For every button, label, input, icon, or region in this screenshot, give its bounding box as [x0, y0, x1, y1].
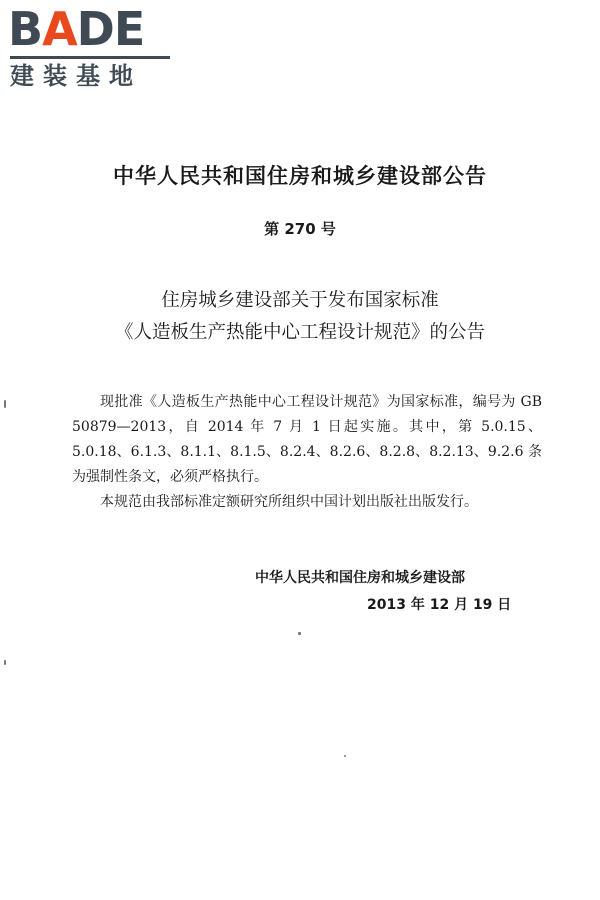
page-title: 中华人民共和国住房和城乡建设部公告	[113, 164, 487, 188]
bade-logo	[8, 4, 178, 90]
subtitle-line-1: 住房城乡建设部关于发布国家标准	[161, 290, 439, 311]
body-paragraph-1: 现批准《人造板生产热能中心工程设计规范》为国家标准，编号为 GB 50879—2013，自 2014 年 7 月 1 日起实施。其中，第 5.0.15、5.0.18、6.1.3、8.1.1、8.1.5、8.2.4、8.2.6、8.2.8、8.2.13、9.2.6 条为强制性条文，必须严格执行。	[72, 394, 542, 485]
announcement-number: 第 270 号	[264, 220, 336, 238]
announcement-body	[72, 390, 542, 515]
signature-block	[255, 565, 511, 619]
logo-rule	[10, 56, 170, 59]
scan-speck	[298, 632, 301, 635]
logo-chinese-text: 建装基地	[10, 62, 142, 90]
logo-wordmark: BADE	[8, 2, 145, 56]
announcement-subtitle	[0, 285, 600, 349]
subtitle-line-2: 《人造板生产热能中心工程设计规范》的公告	[114, 322, 485, 343]
signature-org: 中华人民共和国住房和城乡建设部	[255, 570, 465, 586]
scan-speck	[4, 400, 6, 408]
scan-speck	[4, 660, 6, 665]
body-paragraph-2: 本规范由我部标准定额研究所组织中国计划出版社出版发行。	[100, 494, 478, 510]
scan-speck	[344, 755, 346, 757]
signature-date: 2013 年 12 月 19 日	[367, 597, 512, 613]
